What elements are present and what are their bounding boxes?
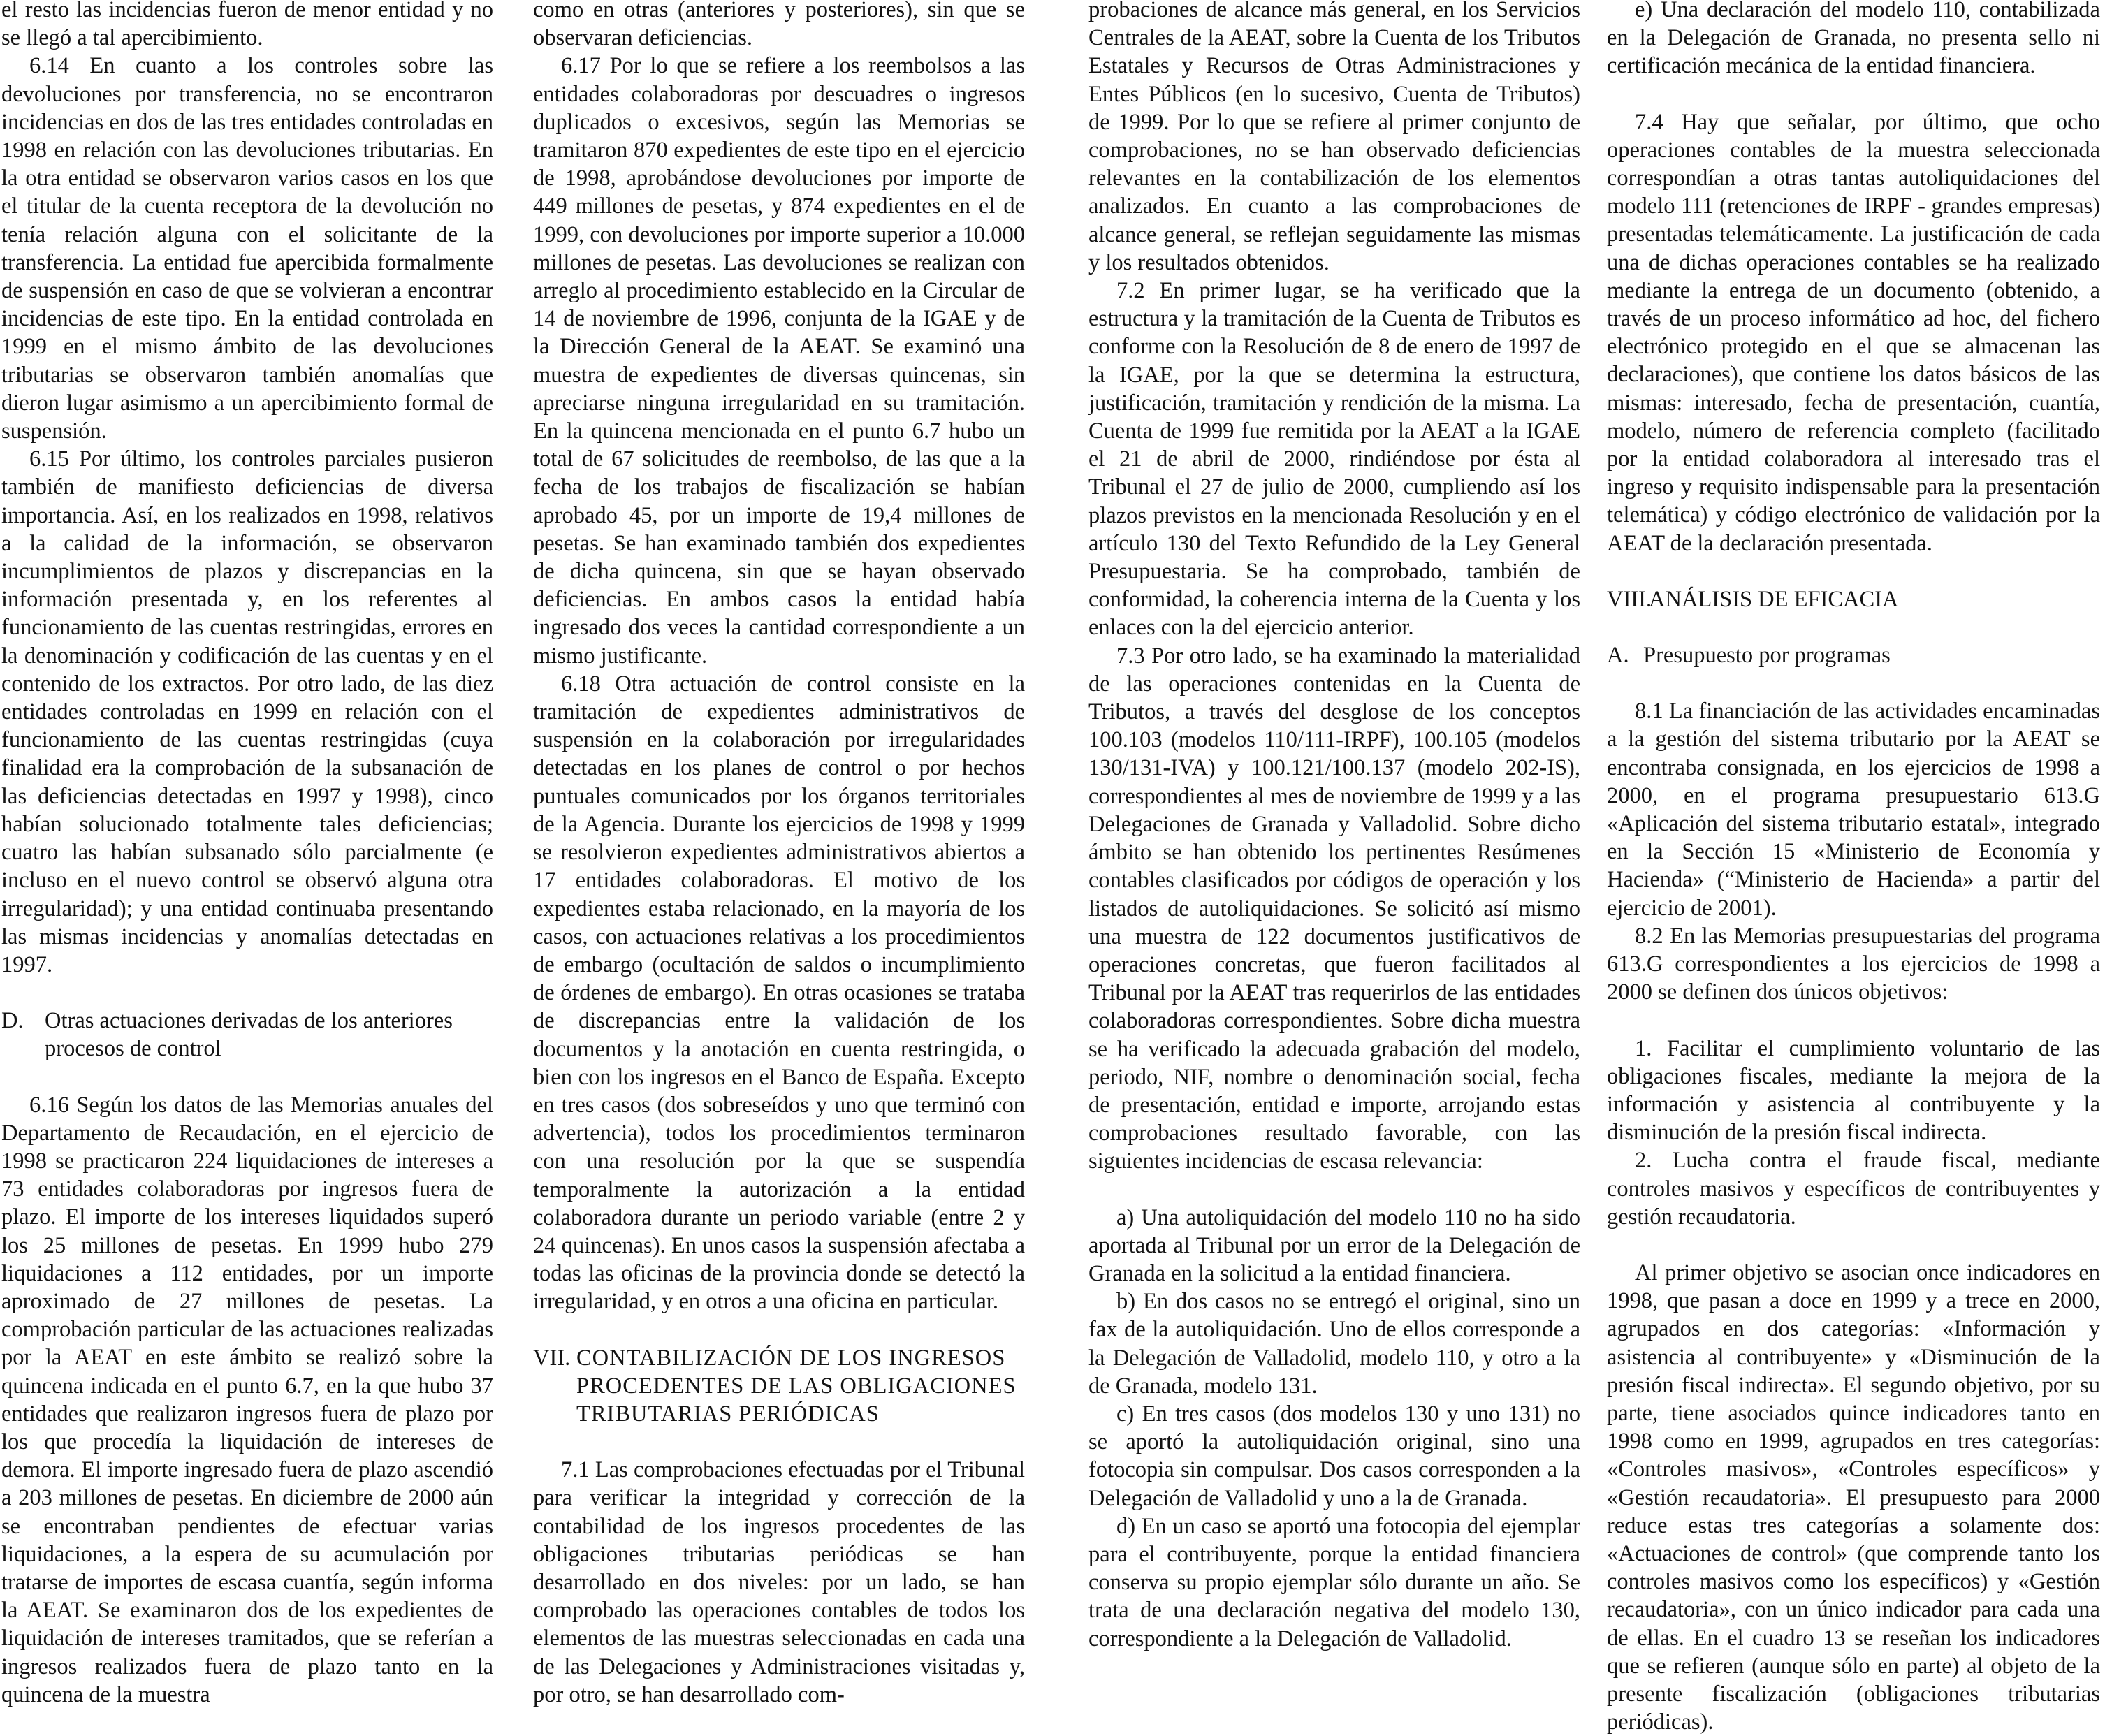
paragraph-7-2: 7.2 En primer lugar, se ha verificado que la estructura y la tramitación de la Cuenta de Tributos es conforme con la Resolución de 8 de enero de 1997 de la IGAE, por la que se determina la estructura, justificación, tramitación y rendición de la misma. La Cuenta de 1999 fue remitida por la AEAT a la IGAE el 21 de abril de 2000, rindiéndose por ésta al Tribunal el 27 de julio de 2000, cumpliendo así los plazos previstos en la mencionada Resolución y en el artículo 130 del Texto Refundido de la Ley General Presupuestaria. Se ha comprobado, también de conformidad, la coherencia interna de la Cuenta y los enlaces con la del ejercicio anterior. bbox=[1088, 278, 1580, 641]
paragraph-intro: el resto las incidencias fueron de menor entidad y no se llegó a tal apercibimiento. bbox=[1, 0, 493, 51]
section-heading-title: CONTABILIZACIÓN DE LOS INGRESOS PROCEDENTES DE LAS OBLIGACIONES TRIBUTARIAS PERIÓDICAS bbox=[576, 1345, 1017, 1427]
spacer bbox=[1088, 1176, 1580, 1204]
paragraph-continuation: como en otras (anteriores y posteriores), sin que se observaran deficiencias. bbox=[533, 0, 1025, 51]
spacer bbox=[1, 1063, 493, 1091]
section-heading-number: VIII. bbox=[1607, 586, 1652, 612]
paragraph-6-18: 6.18 Otra actuación de control consiste en la tramitación de expedientes administrativos de suspensión en la colaboración por irregularidades detectadas en los planes de control o por hechos puntuales comunicados por los órganos territoriales de la Agencia. Durante los ejercicios de 1998 y 1999 se resolvieron expedientes administrativos abiertos a 17 entidades colaboradoras. El motivo de los expedientes estaba relacionado, en la mayoría de los casos, con actuaciones relativas a los procedimientos de embargo (ocultación de saldos o incumplimiento de órdenes de embargo). En otras ocasiones se trataba de discrepancias entre la validación de los documentos y la anotación en cuenta restringida, o bien con los ingresos en el Banco de España. Excepto en tres casos (dos sobreseídos y uno que terminó con advertencia), todos los procedimientos terminaron con una resolución por la que se suspendía temporalmente la autorización a la entidad colaboradora durante un periodo variable (entre 2 y 24 quincenas). En unos casos la suspensión afectaba a todas las oficinas de la provincia donde se detectó la irregularidad, y en otros a una oficina en particular. bbox=[533, 671, 1025, 1315]
spacer bbox=[1, 979, 493, 1007]
spacer bbox=[1607, 557, 2100, 585]
spacer bbox=[1607, 1007, 2100, 1035]
left-page bbox=[0, 0, 1052, 1707]
spacer bbox=[533, 1428, 1025, 1456]
section-heading-vii bbox=[533, 1344, 1025, 1429]
paragraph-6-14: 6.14 En cuanto a los controles sobre las devoluciones por transferencia, no se encontraron incidencias en dos de las tres entidades controladas en 1998 en relación con las devoluciones tributarias. En la otra entidad se observaron varios casos en los que el titular de la cuenta receptora de la devolución no tenía relación alguna con el solicitante de la transferencia. La entidad fue apercibida formalmente de suspensión en caso de que se volvieran a encontrar incidencias de este tipo. En la entidad controlada en 1999 en el mismo ámbito de las devoluciones tributarias se observaron también anomalías que dieron lugar asimismo a un apercibimiento formal de suspensión. bbox=[1, 53, 493, 444]
section-heading-title: ANÁLISIS DE EFICACIA bbox=[1649, 586, 1899, 612]
section-heading-viii bbox=[1607, 585, 2100, 613]
section-heading-d bbox=[1, 1007, 493, 1063]
section-heading-title: Otras actuaciones derivadas de los anteriores procesos de control bbox=[45, 1008, 453, 1062]
paragraph-6-15: 6.15 Por último, los controles parciales pusieron también de manifiesto deficiencias de diversa importancia. Así, en los realizados en 1998, relativos a la calidad de la información, se observaron incumplimientos de plazos y discrepancias en la información presentada y, en los referentes al funcionamiento de las cuentas restringidas, errores en la denominación y codificación de las cuentas y en el contenido de los extractos. Por otro lado, de las diez entidades controladas en 1999 en relación con el funcionamiento de las cuentas restringidas (cuya finalidad era la comprobación de la subsanación de las deficiencias detectadas en 1997 y 1998), cinco habían solucionado totalmente tales deficiencias; cuatro las habían subsanado sólo parcialmente (e incluso en el nuevo control se observó alguna otra irregularidad); y una entidad continuaba presentando las mismas incidencias y anomalías detectadas en 1997. bbox=[1, 446, 493, 977]
paragraph-6-17: 6.17 Por lo que se refiere a los reembolsos a las entidades colaboradoras por descuadres o ingresos duplicados o excesivos, según las Memorias se tramitaron 870 expedientes de este tipo en el ejercicio de 1998, aprobándose devoluciones por importe de 449 millones de pesetas, y 874 expedientes en el de 1999, con devoluciones por importe superior a 10.000 millones de pesetas. Las devoluciones se realizan con arreglo al procedimiento establecido en la Circular de 14 de noviembre de 1996, conjunta de la IGAE y de la Dirección General de la AEAT. Se examinó una muestra de expedientes de diversas quincenas, sin apreciarse ninguna irregularidad en su tramitación. En la quincena mencionada en el punto 6.7 hubo un total de 67 solicitudes de reembolso, de las que a la fecha de los trabajos de fiscalización se habían aprobado 45, por un importe de 19,4 millones de pesetas. Se han examinado también dos expedientes de dicha quincena, sin que se hayan observado deficiencias. En ambos casos la entidad había ingresado dos veces la cantidad correspondiente a un mismo justificante. bbox=[533, 53, 1025, 669]
left-column-1 bbox=[1, 0, 493, 1709]
list-item-e: e) Una declaración del modelo 110, contabilizada en la Delegación de Granada, no presenta sello ni certificación mecánica de la entidad financiera. bbox=[1607, 0, 2100, 79]
subsection-heading-a bbox=[1607, 641, 2100, 669]
spacer bbox=[1607, 613, 2100, 641]
spacer bbox=[533, 1316, 1025, 1344]
list-item-b: b) En dos casos no se entregó el original, sino un fax de la autoliquidación. Uno de ellos corresponde a la Delegación de Valladolid, modelo 110, y otro a la de Granada, modelo 131. bbox=[1088, 1289, 1580, 1399]
right-page bbox=[1053, 0, 2105, 1735]
right-column-2 bbox=[1607, 0, 2100, 1736]
paragraph-8-1: 8.1 La financiación de las actividades encaminadas a la gestión del sistema tributario por la AEAT se encontraba consignada, en los ejercicios de 1998 a 2000, en el programa presupuestario 613.G «Aplicación del sistema tributario estatal», integrado en la Sección 15 «Ministerio de Economía y Hacienda» (“Ministerio de Hacienda» a partir del ejercicio de 2001). bbox=[1607, 699, 2100, 921]
list-item-d: d) En un caso se aportó una fotocopia del ejemplar para el contribuyente, porque la entidad financiera conserva su propio ejemplar sólo durante un año. Se trata de una declaración negativa del modelo 130, correspondiente a la Delegación de Valladolid. bbox=[1088, 1513, 1580, 1651]
list-item-a: a) Una autoliquidación del modelo 110 no ha sido aportada al Tribunal por un error de la Delegación de Granada en la solicitud a la entidad financiera. bbox=[1088, 1204, 1580, 1286]
paragraph-6-16: 6.16 Según los datos de las Memorias anuales del Departamento de Recaudación, en el ejercicio de 1998 se practicaron 224 liquidaciones de intereses a 73 entidades colaboradoras por ingresos fuera de plazo. El importe de los intereses liquidados superó los 25 millones de pesetas. En 1999 hubo 279 liquidaciones a 112 entidades, por un importe aproximado de 27 millones de pesetas. La comprobación particular de las actuaciones realizadas por la AEAT en este ámbito se realizó sobre la quincena indicada en el punto 6.7, en la que hubo 37 entidades que realizaron ingresos fuera de plazo por los que procedía la liquidación de intereses de demora. El importe ingresado fuera de plazo ascendió a 203 millones de pesetas. En diciembre de 2000 aún se encontraban pendientes de efectuar varias liquidaciones, a la espera de su acumulación por tratarse de importes de escasa cuantía, según informa la AEAT. Se examinaron dos de los expedientes de liquidación de intereses tramitados, que se referían a ingresos realizados fuera de plazo tanto en la quincena de la muestra bbox=[1, 1092, 493, 1707]
objective-2: 2. Lucha contra el fraude fiscal, mediante controles masivos y específicos de contribuyentes y gestión recaudatoria. bbox=[1607, 1148, 2100, 1230]
section-heading-title: Presupuesto por programas bbox=[1643, 643, 1891, 669]
spacer bbox=[1607, 80, 2100, 108]
left-column-2 bbox=[533, 0, 1025, 1709]
section-heading-number: A. bbox=[1607, 643, 1629, 669]
section-heading-number: D. bbox=[1, 1008, 24, 1034]
right-column-1 bbox=[1088, 0, 1580, 1653]
paragraph-continuation: probaciones de alcance más general, en los Servicios Centrales de la AEAT, sobre la Cuenta de los Tributos Estatales y Recursos de Otras Administraciones y Entes Públicos (en lo sucesivo, Cuenta de Tributos) de 1999. Por lo que se refiere al primer conjunto de comprobaciones, no se han observado deficiencias relevantes en la contabilización de los elementos analizados. En cuanto a las comprobaciones de alcance general, se reflejan seguidamente las mismas y los resultados obtenidos. bbox=[1088, 0, 1580, 275]
spacer bbox=[1607, 1231, 2100, 1259]
objective-1: 1. Facilitar el cumplimiento voluntario de las obligaciones fiscales, mediante la mejora de la información y asistencia al contribuyente y la disminución de la presión fiscal indirecta. bbox=[1607, 1035, 2100, 1146]
paragraph-8-2: 8.2 En las Memorias presupuestarias del programa 613.G correspondientes a los ejercicios de 1998 a 2000 se definen dos únicos objetivos: bbox=[1607, 923, 2100, 1005]
section-heading-number: VII. bbox=[533, 1345, 571, 1371]
paragraph-7-3: 7.3 Por otro lado, se ha examinado la materialidad de las operaciones contenidas en la Cuenta de Tributos, a través del desglose de los conceptos 100.103 (modelos 110/111-IRPF), 100.105 (modelos 130/131-IVA) y 100.121/100.137 (modelo 202-IS), correspondientes al mes de noviembre de 1999 y a las Delegaciones de Granada y Valladolid. Sobre dicho ámbito se han obtenido los pertinentes Resúmenes contables clasificados por códigos de operación y los listados de autoliquidaciones. Se solicitó así mismo una muestra de 122 documentos justificativos de operaciones concretas, que fueron facilitados al Tribunal por la AEAT tras requerirlos de las entidades colaboradoras correspondientes. Sobre dicha muestra se ha verificado la adecuada grabación del modelo, periodo, NIF, nombre o denominación social, fecha de presentación, entidad e importe, arrojando estas comprobaciones resultado favorable, con las siguientes incidencias de escasa relevancia: bbox=[1088, 643, 1580, 1174]
paragraph-7-1: 7.1 Las comprobaciones efectuadas por el Tribunal para verificar la integridad y corrección de la contabilidad de los ingresos procedentes de las obligaciones tributarias periódicas se han desarrollado en dos niveles: por un lado, se han comprobado las operaciones contables de todos los elementos de las muestras seleccionadas en cada una de las Delegaciones y Administraciones visitadas y, por otro, se han desarrollado com- bbox=[533, 1457, 1025, 1707]
spacer bbox=[1607, 669, 2100, 697]
paragraph-7-4: 7.4 Hay que señalar, por último, que ocho operaciones contables de la muestra seleccionada correspondían a otras tantas autoliquidaciones del modelo 111 (retenciones de IRPF - grandes empresas) presentadas telemáticamente. La justificación de cada una de dichas operaciones contables se ha realizado mediante la entrega de un documento (obtenido, a través de un proceso informático ad hoc, del fichero electrónico protegido en el que se almacenan las declaraciones), que contiene los datos básicos de las mismas: interesado, fecha de presentación, cuantía, modelo, número de referencia completo (facilitado por la entidad colaboradora al interesado tras el ingreso y requisito indispensable para la presentación telemática) y código electrónico de validación por la AEAT de la declaración presentada. bbox=[1607, 109, 2100, 556]
list-item-c: c) En tres casos (dos modelos 130 y uno 131) no se aportó la autoliquidación original, sino una fotocopia sin compulsar. Dos casos corresponden a la Delegación de Valladolid y uno a la de Granada. bbox=[1088, 1401, 1580, 1511]
paragraph-indicators: Al primer objetivo se asocian once indicadores en 1998, que pasan a doce en 1999 y a trece en 2000, agrupados en dos categorías: «Información y asistencia al contribuyente» y «Disminución de la presión fiscal indirecta». El segundo objetivo, por su parte, tiene asociados quince indicadores tanto en 1998 como en 1999, agrupados en tres categorías: «Controles masivos», «Controles específicos» y «Gestión recaudatoria». El presupuesto para 2000 reduce estas tres categorías a solamente dos: «Actuaciones de control» (que comprende tanto los controles masivos como los específicos) y «Gestión recaudatoria», con un único indicador para cada una de ellas. En el cuadro 13 se reseñan los indicadores que se refieren (aunque sólo en parte) al objeto de la presente fiscalización (obligaciones tributarias periódicas). bbox=[1607, 1260, 2100, 1735]
